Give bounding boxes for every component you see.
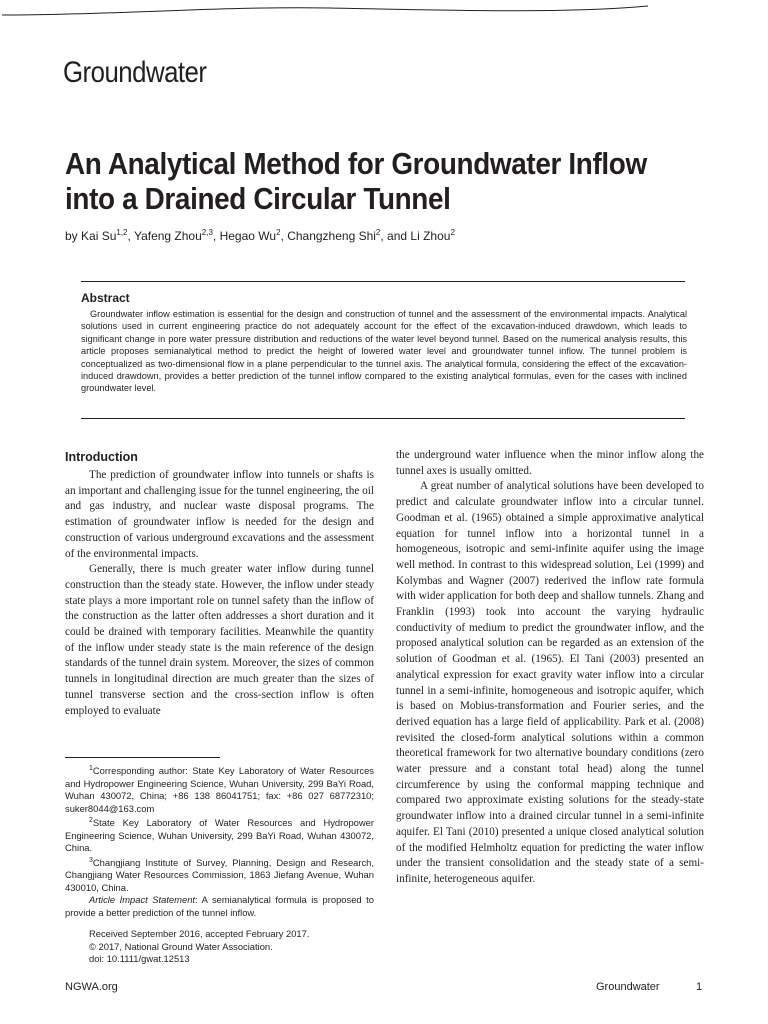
author-affiliation: 2 bbox=[375, 228, 381, 237]
doi: doi: 10.1111/gwat.12513 bbox=[89, 953, 190, 964]
author-name: Changzheng Shi bbox=[287, 229, 376, 243]
author-name: Kai Su bbox=[81, 229, 117, 243]
footnote-2: $^2$State Key Laboratory of Water Resources and Hydropower Engineering Science, Wuhan University, 299 BaYi Road, Wuhan 430072, China. bbox=[65, 817, 374, 854]
right-column bbox=[396, 448, 704, 888]
intro-paragraph-2-continued: the underground water influence when the minor inflow along the tunnel axes is usually omitted. bbox=[396, 449, 704, 477]
author-affiliation: 2,3 bbox=[201, 228, 213, 237]
author-name: Yafeng Zhou bbox=[133, 229, 202, 243]
article-title bbox=[65, 146, 659, 216]
left-column bbox=[65, 468, 374, 719]
author-name: Li Zhou bbox=[410, 229, 451, 243]
footer-journal: Groundwater bbox=[596, 981, 660, 993]
abstract-heading: Abstract bbox=[81, 291, 130, 305]
byline-prefix: by bbox=[65, 229, 82, 243]
intro-paragraph-1: The prediction of groundwater inflow into tunnels or shafts is an important and challenging issue for the tunnel engineering, the oil and gas industry, and nuclear waste disposal programs. The estimation of groundwater inflow is needed for the design and construction of various underground excavations and the assessment of the environmental impacts. bbox=[65, 469, 374, 560]
introduction-heading: Introduction bbox=[65, 450, 138, 464]
footnote-1: $^1$Corresponding author: State Key Laboratory of Water Resources and Hydropower Engineering Science, Wuhan University, 299 BaYi Road, Wuhan 430072, China; +86 138 86041751; fax: +86 027 68772310; suker8044@163.com bbox=[65, 765, 374, 814]
footnote-3: $^3$Changjiang Institute of Survey, Planning, Design and Research, Changjiang Water Resources Commission, 1863 Jiefang Avenue, Wuhan 430010, China. bbox=[65, 856, 374, 893]
author-affiliation: 2 bbox=[276, 228, 281, 237]
author-affiliation: 2 bbox=[450, 228, 455, 237]
received-dates: Received September 2016, accepted February 2017. bbox=[89, 928, 310, 939]
author-list: Kai Su$^{1,2}$, Yafeng Zhou$^{2,3}$, Hegao Wu$^2$, Changzheng Shi$^2$, and Li Zhou$^2$ bbox=[81, 228, 455, 243]
author-name: Hegao Wu bbox=[219, 229, 277, 243]
title-line-1: An Analytical Method for Groundwater Inflow bbox=[65, 146, 647, 181]
footnote-rule bbox=[65, 757, 220, 758]
author-byline bbox=[65, 228, 705, 243]
impact-statement: Article Impact Statement: A semianalytical formula is proposed to provide a better prediction of the tunnel inflow. bbox=[65, 894, 374, 918]
abstract-bottom-rule bbox=[81, 418, 685, 419]
title-line-2: into a Drained Circular Tunnel bbox=[65, 181, 451, 216]
footnotes bbox=[65, 763, 374, 919]
abstract-top-rule bbox=[81, 281, 685, 282]
intro-paragraph-3: A great number of analytical solutions have been developed to predict and calculate groundwater inflow into a circular tunnel. Goodman et al. (1965) obtained a simple approximative analytical equation for tunnel inflow into a horizontal tunnel in a homogeneous, isotropic and semi-infinite aquifer using the image well method. In contrast to this widespread solution, Lei (1999) and Kolymbas and Wagner (2007) rederived the inflow rate formula with wider application for both deep and shallow tunnels. Zhang and Franklin (1993) took into account the varying hydraulic conductivity of medium to predict the groundwater inflow, and the proposed analytical solution can be regarded as an extension of the solution of Goodman et al. (1965). El Tani (2003) presented an analytical expression for exact gravity water inflow into a circular tunnel in a semi-infinite, homogeneous and isotropic aquifer, which is based on Mobius-transformation and Fourier series, and the derived equation has a large field of applicability. Park et al. (2008) revisited the closed-form analytical solutions within a common theoretical framework for two alternative boundary conditions (zero water pressure and a constant total head) along the tunnel circumference by using the conformal mapping technique and compared two approximate existing solutions for the steady-state groundwater inflow into a drained circular tunnel in a semi-infinite aquifer. El Tani (2010) presented a unique closed analytical solution of the modified Helmholtz equation for predicting the water inflow under the transient consolidation and the steady state of a semi-infinite, heterogeneous aquifer. bbox=[396, 480, 704, 885]
journal-name: Groundwater bbox=[63, 56, 207, 89]
copyright: © 2017, National Ground Water Association. bbox=[89, 940, 273, 952]
author-affiliation: 1,2 bbox=[116, 228, 128, 237]
intro-paragraph-2: Generally, there is much greater water inflow during tunnel construction than the steady state. However, the inflow under steady state plays a more important role on tunnel safety than the inflow of the construction as the latter often addresses a short duration and it could be drained with temporary facilities. Meanwhile the quantity of the inflow under steady state is the main reference of the design standards of the tunnel drain system. Moreover, the sizes of common tunnels in longitudinal direction are much greater than the sizes of tunnel transverse section and the cross-section inflow is often employed to evaluate bbox=[65, 563, 374, 717]
footer-ngwa: NGWA.org bbox=[65, 981, 118, 993]
publication-info bbox=[89, 928, 309, 966]
header-wave-rule bbox=[0, 0, 650, 22]
abstract-text: Groundwater inflow estimation is essential for the design and construction of tunnel and the assessment of the environmental impacts. Analytical solutions used in current engineering practice do not adequately account for the effect of the excavation-induced drawdown, which leads to significant change in pore water pressure distribution and reductions of the water level beyond tunnel. Based on the numerical analysis results, this article proposes semianalytical method to predict the height of lowered water level and groundwater tunnel inflow. The tunnel problem is conceptualized as two-dimensional flow in a plane perpendicular to the tunnel axis. The analytical formula, considering the effect of the excavation-induced drawdown, provides a better prediction of the tunnel inflow compared to the existing analytical formulas, even for the cases with inclined groundwater level. bbox=[81, 309, 687, 394]
page-number: 1 bbox=[696, 981, 703, 993]
